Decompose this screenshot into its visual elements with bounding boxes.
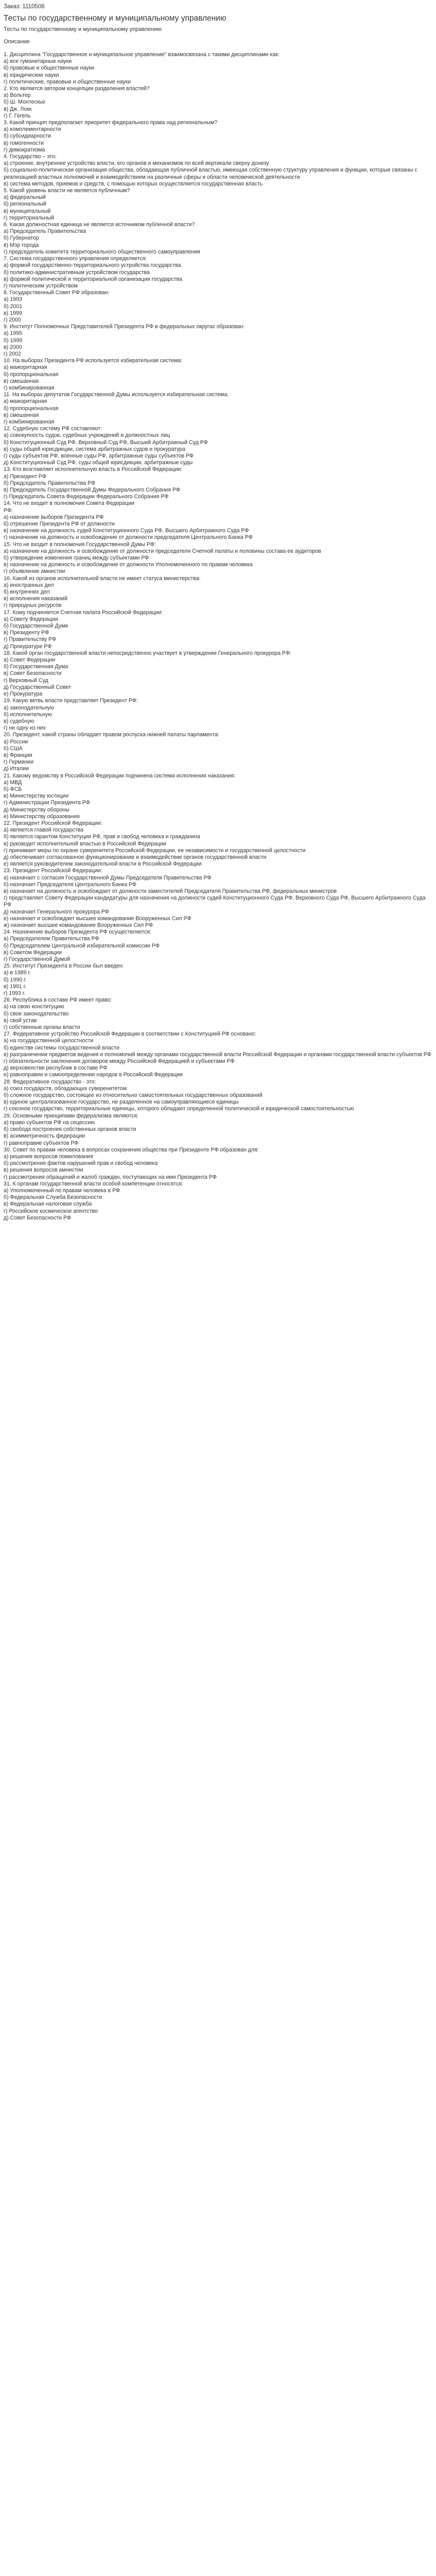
test-line: в) смешанная xyxy=(4,378,39,384)
test-line: 26. Республика в составе РФ имеет право: xyxy=(4,997,112,1004)
test-line: б) правовые и общественные науки xyxy=(4,65,95,72)
test-line: г) территориальный xyxy=(4,214,55,221)
test-line: а) Уполномоченный по правам человека в РФ xyxy=(4,1187,120,1194)
test-line: а) на государственной целостности xyxy=(4,1038,94,1044)
test-line: ж) назначает высшее командование Вооруженных Сил РФ xyxy=(4,922,153,928)
test-line: 12. Судебную систему РФ составляют: xyxy=(4,426,102,432)
test-line: а) МВД xyxy=(4,779,22,786)
test-line: в) Дж. Локк xyxy=(4,106,32,112)
test-line: 24. Назначение выборов Президента РФ осуществляется: xyxy=(4,929,152,936)
test-line: г) Государственной Думой xyxy=(4,956,71,963)
test-line: а) на свою конституцию xyxy=(4,1004,64,1010)
test-line: г) принимает меры по охране суверенитета Российской Федерации, ее независимости и государственной целостности xyxy=(4,847,306,854)
test-line: в) свой устав xyxy=(4,1017,37,1024)
test-line: 11. На выборах депутатов Государственной Думы используется избирательная система: xyxy=(4,392,229,398)
test-line: в) назначает на должность и освобождает от должности заместителей Председателя Правительства РФ, федеральных министров xyxy=(4,888,337,894)
test-line: б) пропорциональная xyxy=(4,405,59,412)
test-line: 13. Кто возглавляет исполнительную власть в Российской Федерации: xyxy=(4,466,183,473)
test-line: г) комбинированная xyxy=(4,384,55,391)
test-line: д) обеспечивает согласованное функционирование и взаимодействие органов государственной власти xyxy=(4,854,267,860)
test-line: д) Конституционный Суд РФ, суды общей юрисдикции, арбитражные суды xyxy=(4,460,193,466)
test-line: б) Ш. Монтескье xyxy=(4,99,45,106)
test-line: а) мажоритарная xyxy=(4,364,47,371)
test-line: а) России xyxy=(4,738,28,745)
test-line: 18. Какой орган государственной власти непосредственно участвует в утверждении Генерального прокурора РФ: xyxy=(4,650,291,656)
test-line: б) исполнительную xyxy=(4,711,53,718)
test-line: д) верховенстве республик в составе РФ xyxy=(4,1065,108,1072)
test-line: г) комбинированная xyxy=(4,418,55,425)
test-line: в) юридические науки xyxy=(4,72,59,78)
test-line: 27. Федеративное устройство Российской Федерации в соответствии с Конституцией РФ основано: xyxy=(4,1031,256,1038)
test-line: г) 1993 г. xyxy=(4,990,26,997)
test-line: а) законодательную xyxy=(4,704,55,711)
test-line: г) объявление амнистии xyxy=(4,568,65,575)
page-subtitle: Тесты по государственному и муниципальному управлению xyxy=(4,26,162,32)
test-line: г) природных ресурсов xyxy=(4,602,62,609)
test-line: б) Председатель Правительства РФ xyxy=(4,480,96,486)
test-line: в) судебную xyxy=(4,718,34,724)
test-line: а) 1993 xyxy=(4,296,22,303)
test-line: г) 2002 xyxy=(4,350,21,357)
test-line: е) Министерству образования xyxy=(4,813,80,820)
test-line: 29. Основными принципами федерализма являются: xyxy=(4,1112,139,1119)
test-line: в) система методов, приемов и средств, с помощью которых осуществляется государственная власть xyxy=(4,180,263,187)
test-line: б) Государственная Дума xyxy=(4,664,68,670)
test-line: а) назначение выборов Президента РФ xyxy=(4,514,104,520)
test-line: в) 1991 г. xyxy=(4,983,27,990)
test-line: в) Франции xyxy=(4,752,32,758)
test-line: 17. Кому подчиняется Счетная палата Российской Федерации: xyxy=(4,609,163,616)
test-line: 5. Какой уровень власти не является публичным? xyxy=(4,188,130,194)
test-line: 22. Президент Российской Федерации: xyxy=(4,820,102,826)
test-line: б) рассмотрения фактов нарушений прав и свобод человека xyxy=(4,1160,158,1167)
test-line: в) единое централизованное государство, не разделенное на самоуправляющиеся единицы xyxy=(4,1099,239,1106)
test-line: РФ: xyxy=(4,507,13,514)
test-line: г) Правительству РФ xyxy=(4,636,57,643)
test-line: а) в 1989 г. xyxy=(4,970,31,976)
test-line: д) Италии xyxy=(4,766,29,772)
test-line: а) мажоритарная xyxy=(4,398,47,405)
test-line: 20. Президент, какой страны обладает правом роспуска нижней палаты парламента: xyxy=(4,732,219,738)
test-line: в) Совет Безопасности xyxy=(4,670,62,677)
test-line: б) сложное государство, состоящее из относительно самостоятельных государственных образований xyxy=(4,1092,263,1099)
test-line: б) Губернатор xyxy=(4,235,39,242)
test-line: в) Федеральная налоговая служба xyxy=(4,1201,92,1208)
test-line: д) Совет Безопасности РФ xyxy=(4,1214,71,1221)
test-line: г) Администрации Президента РФ xyxy=(4,800,90,806)
test-line: а) решения вопросов помилования xyxy=(4,1153,93,1160)
test-line: в) назначение на должность и освобождение от должности Уполномоченного по правам человека xyxy=(4,562,253,568)
test-line: 8. Государственный Совет РФ образован: xyxy=(4,290,110,296)
test-line: г) назначение на должность и освобождение от должности председателя Центрального Банка РФ xyxy=(4,534,253,541)
test-line: в) Министерству юстиции xyxy=(4,793,69,800)
test-line: а) 1995 xyxy=(4,330,22,337)
test-line: г) Германии xyxy=(4,759,34,766)
test-line: г) обязательности заключения договоров между Российской Федерацией и субъектами РФ xyxy=(4,1058,235,1065)
test-line: 2. Кто является автором концепции разделения властей? xyxy=(4,86,150,92)
test-line: б) единстве системы государственной власти xyxy=(4,1044,119,1051)
test-line: г) политическим устройством xyxy=(4,282,78,289)
test-line: в) Советом Федерации xyxy=(4,949,62,956)
test-line: а) назначение на должность и освобождение от должности председателя Счетной палаты и половины состава ее аудиторов xyxy=(4,548,321,554)
test-line: а) все гуманитарные науки xyxy=(4,58,72,65)
test-line: в) асимметричность федерации xyxy=(4,1133,85,1140)
test-line: б) США xyxy=(4,745,23,752)
test-line: д) Государственный Совет xyxy=(4,684,71,690)
test-line: г) ни одну из них xyxy=(4,725,46,732)
test-line: а) комплементарности xyxy=(4,126,61,133)
test-line: б) ФСБ xyxy=(4,786,22,792)
test-line: 3. Какой принцип предполагает приоритет федерального права над региональным? xyxy=(4,120,217,126)
test-line: 1. Дисциплина "Государственное и муниципальное управление" взаимосвязана с такими дисциплинами как: xyxy=(4,52,280,58)
test-line: 10. На выборах Президента РФ используется избирательная система: xyxy=(4,358,183,364)
test-line: в) Председатель Государственной Думы Федерального Собрания РФ xyxy=(4,487,181,493)
test-line: 31. К органам государственной власти особой компетенции относятся: xyxy=(4,1180,183,1187)
test-line: б) пропорциональная xyxy=(4,371,59,378)
test-line: в) формой политической и территориальной организации государства xyxy=(4,276,182,282)
test-line: б) социально-политическая организация общества, обладающая публичной властью, имеющая собственную структуру управления и функции, которые связаны с реализацией властных полномочий и взаимодействием на различные сферы и области человеческой деятельности xyxy=(4,167,417,180)
test-line: в) разграничении предметов ведения и полномочий между органами государственной власти Российской Федерации и органами государственной власти субъектов РФ xyxy=(4,1051,431,1058)
test-line: е) равноправии и самоопределении народов в Российской Федерации xyxy=(4,1072,183,1078)
test-line: г) собственные органы власти xyxy=(4,1024,80,1031)
test-line: в) суды общей юрисдикции, система арбитражных судов и прокуратура xyxy=(4,446,186,452)
test-line: в) 1999 xyxy=(4,310,22,316)
description-label: Описание xyxy=(4,39,30,45)
test-line: в) гомогенности xyxy=(4,140,44,146)
test-line: в) решения вопросов амнистии xyxy=(4,1167,83,1174)
test-line: в) назначение на должность судей Конституционного Суда РФ, Высшего Арбитражного Суда РФ xyxy=(4,528,249,534)
test-line: 23. Президент Российской Федерации: xyxy=(4,868,102,874)
test-line: а) Совету Федерации xyxy=(4,616,58,622)
test-line: г) Верховный Суд xyxy=(4,677,48,684)
test-line: д) Министерству обороны xyxy=(4,806,69,813)
test-line: 14. Что не входит в полномочия Совета Федерации xyxy=(4,500,134,507)
test-line: е) является руководителем законодательной власти в Российской Федерации xyxy=(4,861,202,868)
test-line: а) Председатель Правительства xyxy=(4,228,86,235)
test-line: д) назначает Генерального прокурора РФ xyxy=(4,908,109,915)
test-line: а) иностранных дел xyxy=(4,582,54,588)
test-line: г) политические, правовые и общественные науки xyxy=(4,78,131,85)
test-line: 28. Федеративное государство - это: xyxy=(4,1078,96,1085)
test-line: б) свое законодательство xyxy=(4,1010,69,1017)
test-line: 21. Какому ведомству в Российской Федерации подчинена система исполнения наказания: xyxy=(4,772,236,779)
test-line: в) исполнения наказаний xyxy=(4,596,67,602)
test-line: 25. Институт Президента в России был введен: xyxy=(4,963,124,970)
test-line: б) 1990 г. xyxy=(4,976,27,983)
test-line: е) Прокуратура xyxy=(4,691,43,698)
test-line: в) смешанная xyxy=(4,412,39,418)
test-line: в) муниципальный xyxy=(4,208,51,214)
test-line: в) Мэр города xyxy=(4,242,39,248)
test-line: 4. Государство – это: xyxy=(4,154,57,160)
test-line: а) право субъектов РФ на сецессию xyxy=(4,1119,95,1126)
test-line: б) 1999 xyxy=(4,337,23,344)
test-line: б) назначает Председателя Центрального Банка РФ xyxy=(4,881,137,888)
test-line: 16. Какой из органов исполнительной власти не имеет статуса министерства: xyxy=(4,575,201,582)
test-line: в) 2000 xyxy=(4,344,22,350)
test-line: е) назначает и освобождает высшее командование Вооруженных Сил РФ xyxy=(4,915,191,922)
test-line: б) Федеральная Служба Безопасности xyxy=(4,1194,102,1201)
test-line: б) свобода построения собственных органов власти xyxy=(4,1126,136,1133)
test-line: г) суды субъектов РФ, военные суды РФ, арбитражные суды субъектов РФ xyxy=(4,452,194,459)
test-line: г) представляет Совету Федерации кандидатуры для назначения на должности судей Конституционного Суда РФ, Верховного Суда РФ, Высшего Арбитражного Суда РФ xyxy=(4,895,426,908)
test-line: а) Вольтер xyxy=(4,92,31,99)
test-line: в) руководит исполнительной властью в Российской Федерации xyxy=(4,840,166,847)
test-line: б) субсидиарности xyxy=(4,133,51,140)
test-line: д) Прокуратуре РФ xyxy=(4,643,52,650)
test-content xyxy=(4,52,432,1222)
test-line: б) региональный xyxy=(4,201,46,208)
test-line: б) внутренних дел xyxy=(4,589,50,596)
test-line: а) союз государств, обладающих суверенитетом xyxy=(4,1085,127,1092)
test-line: г) Председатель Совета Федерации Федерального Собрания РФ xyxy=(4,494,169,500)
test-line: б) отрешение Президента РФ от должности xyxy=(4,521,115,528)
test-line: б) 2001 xyxy=(4,303,23,310)
test-line: г) союзное государство, территориальные единицы, которого обладают определенной политической и юридической самостоятельностью xyxy=(4,1106,354,1112)
test-line: 7. Система государственного управления определяется: xyxy=(4,256,147,262)
test-line: г) 2000 xyxy=(4,316,21,323)
test-line: г) демократизма xyxy=(4,146,45,153)
test-line: а) формой государственно-территориального устройства государства xyxy=(4,262,181,269)
test-line: а) является главой государства xyxy=(4,827,83,834)
test-line: а) Председателем Правительства РФ xyxy=(4,936,99,942)
test-line: г) рассмотрения обращений и жалоб граждан, поступающих на имя Президента РФ xyxy=(4,1174,217,1180)
test-line: г) Российское космическое агентство xyxy=(4,1208,98,1214)
test-line: г) председатель комитета территориального общественного самоуправления xyxy=(4,248,200,255)
test-line: а) строение, внутреннее устройство власти, его органов и механизмов по всей вертикали сверху донизу xyxy=(4,160,269,167)
test-line: 15. Что не входит в полномочия Государственной Думы РФ: xyxy=(4,541,156,548)
test-line: 19. Какую ветвь власти представляет Президент РФ: xyxy=(4,698,138,704)
test-line: б) Конституционный Суд РФ, Верховный Суд РФ, Высший Арбитражный Суд РФ xyxy=(4,439,208,446)
test-line: б) является гарантом Конституции РФ, прав и свобод человека и гражданина xyxy=(4,834,200,840)
document-page xyxy=(0,0,436,1227)
test-line: 6. Какая должностная единица не является источником публичной власти? xyxy=(4,222,195,228)
test-line: а) назначает с согласия Государственной Думы Председателя Правительства РФ xyxy=(4,874,212,881)
test-line: а) Совет Федерации xyxy=(4,657,56,664)
test-line: а) совокупность судов, судебных учреждений и должностных лиц xyxy=(4,432,170,439)
order-number: Заказ: 1110508 xyxy=(4,4,45,10)
test-line: 30. Совет по правам человека в вопросах сохранения общества при Президенте РФ образован для: xyxy=(4,1146,259,1153)
test-line: г) Г. Гегель xyxy=(4,112,31,119)
test-line: а) Президент РФ xyxy=(4,473,47,480)
page-title: Тесты по государственному и муниципальному управлению xyxy=(4,14,226,23)
test-line: б) Государственной Думе xyxy=(4,623,68,630)
test-line: а) федеральный xyxy=(4,194,46,201)
test-line: б) Председателем Центральной избирательной комиссии РФ xyxy=(4,942,160,949)
test-line: б) утверждение изменения границ между субъектами РФ xyxy=(4,555,149,562)
test-line: б) политико-административным устройством государства xyxy=(4,269,150,276)
test-line: 9. Институт Полномочных Представителей Президента РФ в федеральных округах образован: xyxy=(4,324,245,330)
test-line: г) равноправие субъектов РФ xyxy=(4,1140,79,1146)
test-line: в) Президенту РФ xyxy=(4,630,49,636)
